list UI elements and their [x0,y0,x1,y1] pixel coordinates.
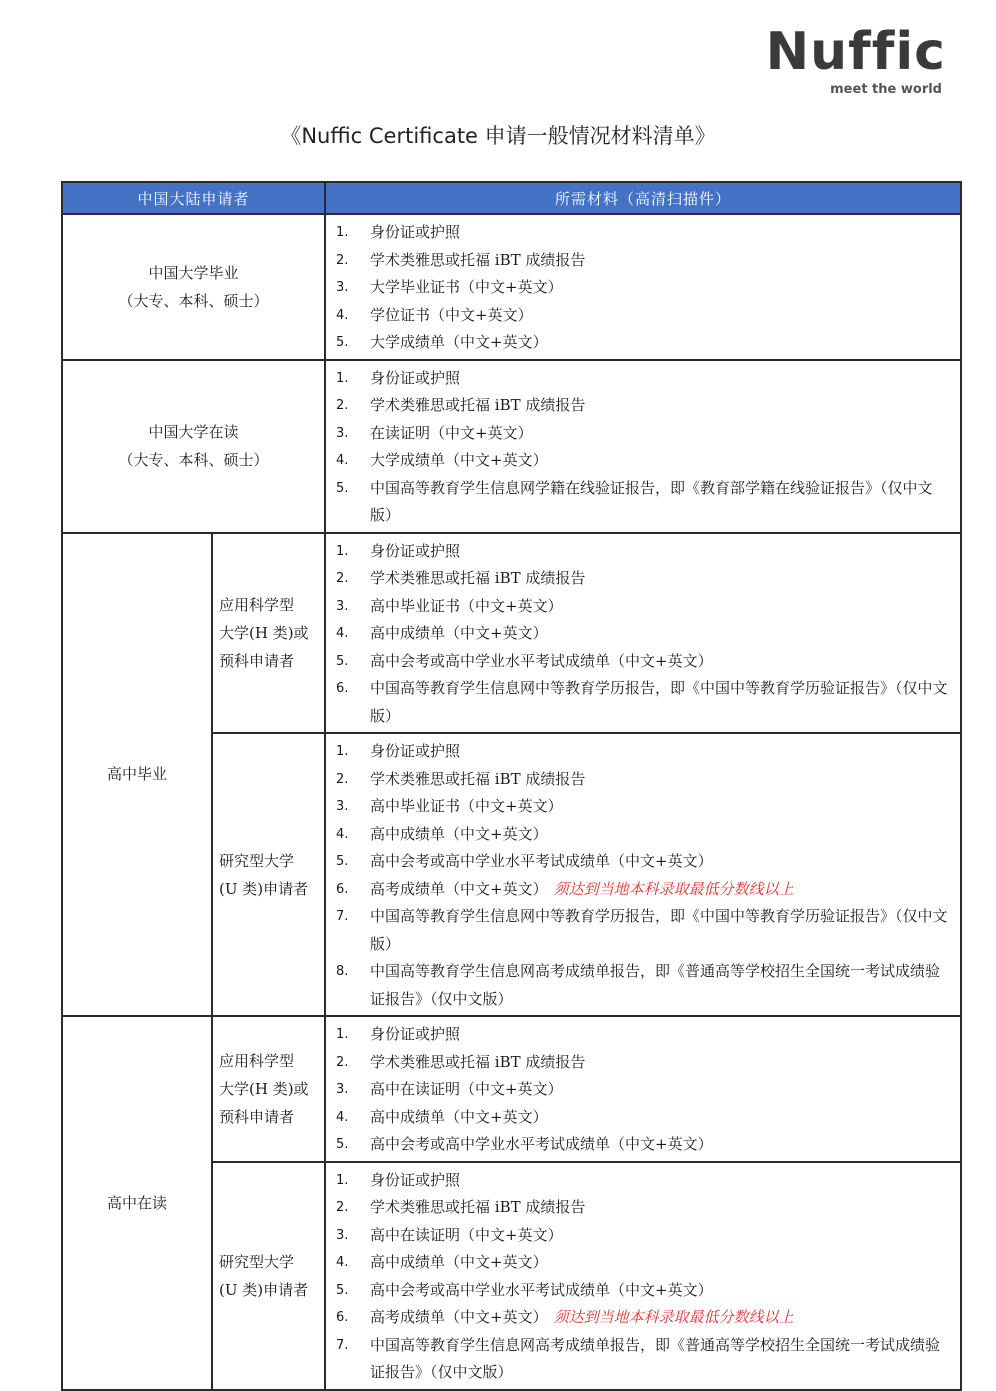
item-label: 高中毕业证书（中文+英文） [370,797,563,815]
header-materials: 所需材料（高清扫描件） [325,182,961,214]
material-list [336,538,954,731]
item-text [370,1249,954,1277]
item-label: 高中在读证明（中文+英文） [370,1225,563,1244]
item-number: 1. [336,744,349,759]
list-item [336,447,954,475]
list-item [336,329,954,357]
item-number: 8. [336,964,349,979]
material-list [336,738,954,1013]
item-number: 1. [336,1172,349,1188]
list-item [336,738,954,766]
list-item [336,876,954,904]
item-text [370,1194,954,1222]
list-item [336,620,954,648]
items-hs-current-h [325,1016,961,1162]
item-label: 大学成绩单（中文+英文） [370,451,548,469]
item-number: 2. [336,1054,349,1070]
header-applicant: 中国大陆申请者 [62,182,325,214]
list-item [336,1076,954,1104]
list-item [336,247,954,275]
list-item [336,766,954,794]
logo-tagline: meet the world [830,82,942,97]
item-number: 6. [336,1310,349,1325]
item-text [370,793,954,821]
item-number: 6. [336,681,349,696]
items-uni-grad [325,214,961,360]
item-text [370,876,954,904]
row-uni-current [62,360,961,533]
list-item [336,1304,954,1332]
requirement-note: 须达到当地本科录取最低分数线以上 [553,879,794,898]
item-text [370,766,954,794]
list-item [336,538,954,566]
item-label: 中国高等教育学生信息网学籍在线验证报告，即《教育部学籍在线验证报告》（仅中文版） [370,478,933,524]
item-number: 2. [336,252,349,268]
item-text [370,1304,954,1332]
item-label: 身份证或护照 [370,223,461,241]
item-label: 学术类雅思或托福 iBT 成绩报告 [370,396,586,414]
logo-wordmark: Nuffic [765,22,946,82]
row-hs-current-h [62,1016,961,1162]
item-text [370,538,954,566]
item-number: 5. [336,854,349,869]
material-list [336,1167,954,1387]
item-number: 4. [336,307,349,323]
item-label: 在读证明（中文+英文） [370,423,533,442]
item-text [370,365,954,393]
item-text [370,620,954,648]
item-label: 中国高等教育学生信息网高考成绩单报告，即《普通高等学校招生全国统一考试成绩验证报告》（仅中文版） [370,962,941,1008]
list-item [336,1104,954,1132]
table-header-row [62,182,961,214]
item-number: 2. [336,398,349,413]
list-item [336,821,954,849]
item-number: 4. [336,453,349,468]
item-label: 高中会考或高中学业水平考试成绩单（中文+英文） [370,852,713,870]
item-label: 大学成绩单（中文+英文） [370,333,548,351]
item-text [370,1167,954,1195]
item-number: 4. [336,626,349,641]
item-label: 高中会考或高中学业水平考试成绩单（中文+英文） [370,1280,713,1299]
item-label: 大学毕业证书（中文+英文） [370,278,563,296]
item-label: 中国高等教育学生信息网中等教育学历报告，即《中国中等教育学历验证报告》（仅中文版） [370,907,948,953]
item-label: 学术类雅思或托福 iBT 成绩报告 [370,250,586,269]
items-hs-current-u [325,1162,961,1390]
item-label: 身份证或护照 [370,541,461,560]
item-number: 5. [336,653,349,669]
row-uni-grad [62,214,961,360]
item-label: 高中毕业证书（中文+英文） [370,596,563,615]
item-number: 5. [336,1137,349,1152]
item-number: 3. [336,425,349,441]
item-text [370,274,954,302]
item-text [370,675,954,730]
item-label: 学术类雅思或托福 iBT 成绩报告 [370,569,586,587]
item-number: 3. [336,598,349,614]
subcategory-hs-grad-u: 研究型大学 (U 类)申请者 [212,733,325,1016]
subcategory-hs-current-h: 应用科学型 大学(H 类)或 预科申请者 [212,1016,325,1162]
item-text [370,565,954,593]
item-label: 高考成绩单（中文+英文） [370,879,548,898]
item-number: 6. [336,881,349,897]
item-label: 高中在读证明（中文+英文） [370,1080,563,1098]
item-number: 7. [336,909,349,924]
item-text [370,1131,954,1159]
materials-table [61,181,962,1391]
items-uni-current [325,360,961,533]
item-number: 7. [336,1337,349,1353]
item-text [370,247,954,275]
material-list [336,219,954,357]
item-text [370,475,954,530]
list-item [336,1131,954,1159]
item-text [370,648,954,676]
subcategory-hs-current-u: 研究型大学 (U 类)申请者 [212,1162,325,1390]
item-number: 3. [336,799,349,814]
item-number: 3. [336,1227,349,1243]
item-label: 高考成绩单（中文+英文） [370,1308,548,1326]
item-text [370,1076,954,1104]
item-number: 2. [336,771,349,787]
item-label: 高中成绩单（中文+英文） [370,1107,548,1126]
list-item [336,958,954,1013]
list-item [336,648,954,676]
item-label: 身份证或护照 [370,368,461,387]
list-item [336,1332,954,1387]
item-text [370,1277,954,1305]
item-text [370,821,954,849]
item-label: 高中成绩单（中文+英文） [370,824,548,843]
row-hs-grad-h [62,533,961,734]
list-item [336,1021,954,1049]
category-uni-grad: 中国大学毕业 （大专、本科、硕士） [62,214,325,360]
item-text [370,1104,954,1132]
item-text [370,958,954,1013]
list-item [336,848,954,876]
item-text [370,447,954,475]
item-label: 中国高等教育学生信息网高考成绩单报告，即《普通高等学校招生全国统一考试成绩验证报告》（仅中文版） [370,1335,941,1381]
list-item [336,593,954,621]
subcategory-hs-grad-h: 应用科学型 大学(H 类)或 预科申请者 [212,533,325,734]
item-text [370,302,954,330]
list-item [336,475,954,530]
item-label: 学术类雅思或托福 iBT 成绩报告 [370,769,586,788]
list-item [336,1222,954,1250]
item-number: 4. [336,1255,349,1270]
items-hs-grad-h [325,533,961,734]
material-list [336,1021,954,1159]
item-text [370,593,954,621]
list-item [336,365,954,393]
item-text [370,392,954,420]
material-list [336,365,954,530]
item-label: 高中会考或高中学业水平考试成绩单（中文+英文） [370,1135,713,1153]
item-text [370,1332,954,1387]
item-text [370,1222,954,1250]
list-item [336,793,954,821]
list-item [336,1194,954,1222]
item-label: 身份证或护照 [370,1170,461,1189]
items-hs-grad-u [325,733,961,1016]
category-uni-current: 中国大学在读 （大专、本科、硕士） [62,360,325,533]
item-number: 5. [336,480,349,496]
list-item [336,392,954,420]
item-label: 高中成绩单（中文+英文） [370,624,548,642]
item-text [370,1021,954,1049]
list-item [336,274,954,302]
item-label: 高中成绩单（中文+英文） [370,1253,548,1271]
list-item [336,1249,954,1277]
item-number: 3. [336,280,349,295]
item-label: 学位证书（中文+英文） [370,305,533,324]
item-label: 中国高等教育学生信息网中等教育学历报告，即《中国中等教育学历验证报告》（仅中文版） [370,679,948,725]
item-label: 学术类雅思或托福 iBT 成绩报告 [370,1052,586,1071]
list-item [336,420,954,448]
category-hs-current: 高中在读 [62,1016,212,1390]
item-text [370,420,954,448]
item-text [370,219,954,247]
item-number: 5. [336,335,349,350]
item-number: 1. [336,543,349,559]
item-number: 1. [336,370,349,386]
item-label: 身份证或护照 [370,1025,461,1043]
item-text [370,329,954,357]
item-number: 5. [336,1282,349,1298]
category-hs-grad: 高中毕业 [62,533,212,1017]
item-number: 2. [336,1200,349,1215]
list-item [336,903,954,958]
item-number: 1. [336,1027,349,1042]
requirement-note: 须达到当地本科录取最低分数线以上 [553,1308,794,1326]
item-text [370,903,954,958]
list-item [336,1167,954,1195]
item-label: 学术类雅思或托福 iBT 成绩报告 [370,1198,586,1216]
item-number: 3. [336,1082,349,1097]
list-item [336,302,954,330]
item-text [370,1049,954,1077]
item-text [370,848,954,876]
item-label: 身份证或护照 [370,742,461,760]
item-number: 4. [336,826,349,842]
item-label: 高中会考或高中学业水平考试成绩单（中文+英文） [370,651,713,670]
item-number: 4. [336,1109,349,1125]
document-title: 《Nuffic Certificate 申请一般情况材料清单》 [280,124,716,148]
item-number: 1. [336,225,349,240]
item-number: 2. [336,571,349,586]
item-text [370,738,954,766]
list-item [336,1277,954,1305]
list-item [336,675,954,730]
nuffic-logo [736,24,946,97]
list-item [336,565,954,593]
list-item [336,219,954,247]
list-item [336,1049,954,1077]
